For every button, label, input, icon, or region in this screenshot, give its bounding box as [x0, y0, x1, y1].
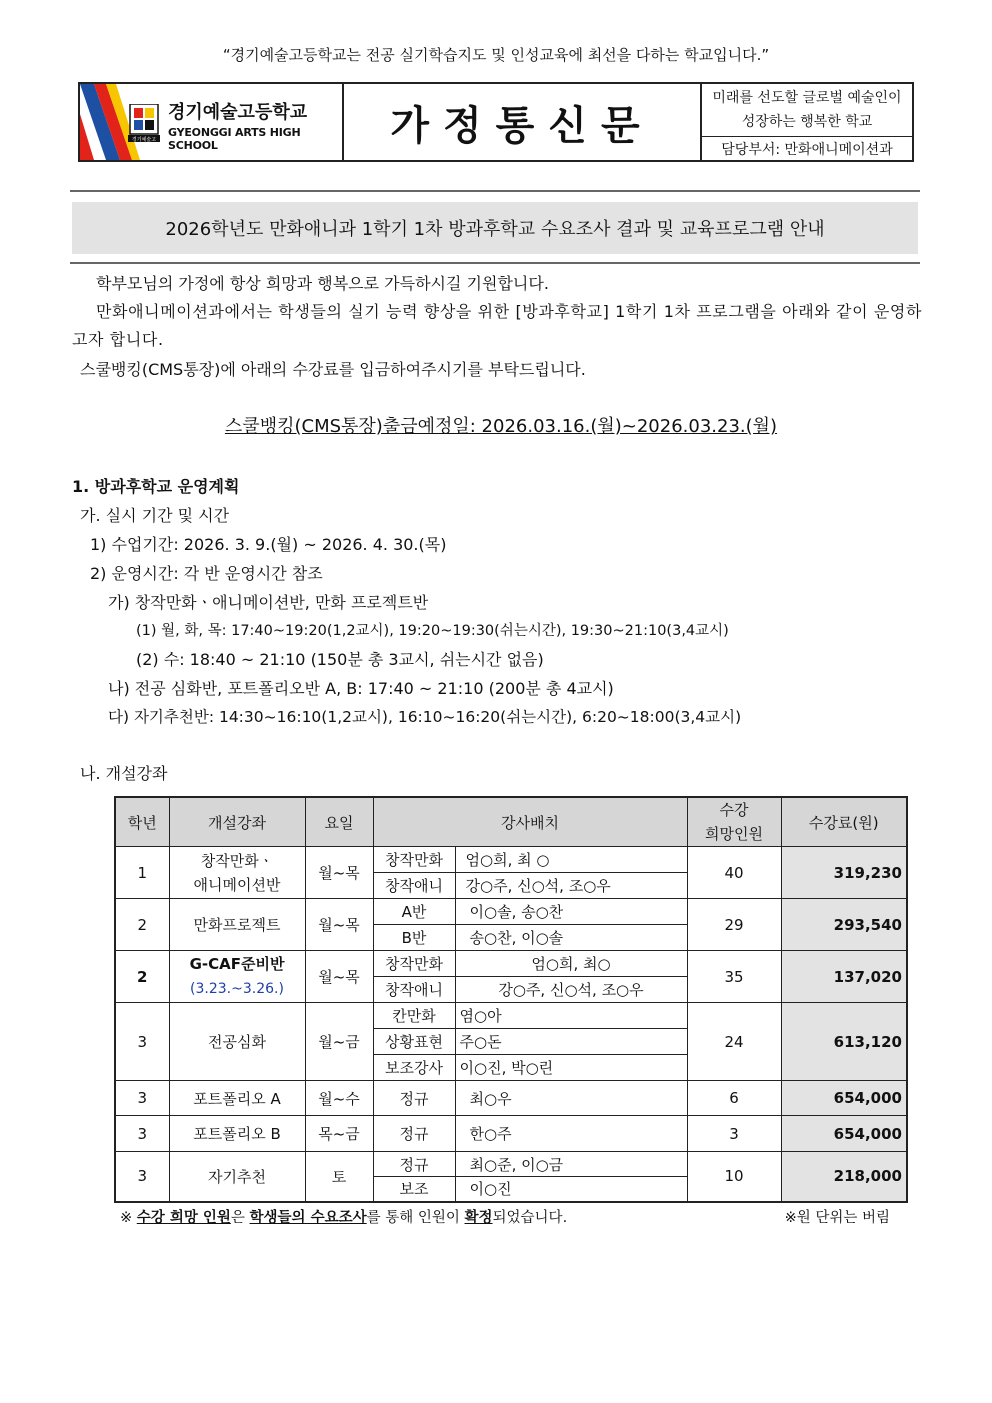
- cell-teacher: 주○돈: [455, 1029, 687, 1055]
- cell-applicants: 10: [687, 1152, 781, 1202]
- cell-grade: 3: [115, 1152, 169, 1202]
- cell-part: 창작만화: [373, 847, 455, 873]
- cell-teacher: 엄○희, 최○: [455, 951, 687, 977]
- course-line-1: G-CAF준비반: [189, 955, 285, 973]
- page-title: 가정통신문: [344, 84, 702, 160]
- cell-grade: 3: [115, 1116, 169, 1152]
- cell-teacher: 한○주: [455, 1116, 687, 1152]
- cell-part: 창작애니: [373, 977, 455, 1003]
- course-line-2: (3.23.~3.26.): [190, 981, 284, 997]
- footnote-emphasis-survey: 학생들의 수요조사: [249, 1210, 367, 1226]
- table-row: [115, 951, 907, 977]
- course-line-2: 애니메이션반: [193, 875, 281, 894]
- cell-part: A반: [373, 899, 455, 925]
- cell-applicants: 35: [687, 951, 781, 1003]
- footnote-particle: 은: [230, 1210, 245, 1226]
- cell-part: 정규: [373, 1152, 455, 1177]
- cell-teacher: 엄○희, 최 ○: [455, 847, 687, 873]
- table-footnote: [120, 1206, 890, 1227]
- school-slogan: [702, 84, 912, 137]
- cell-part: B반: [373, 925, 455, 951]
- intro-paragraph: 만화애니메이션과에서는 학생들의 실기 능력 향상을 위한 [방과후학교] 1학기 1차 프로그램을 아래와 같이 운영하고자 합니다.: [72, 302, 922, 349]
- schedule-ga-1: (1) 월, 화, 목: 17:40~19:20(1,2교시), 19:20~19:30(쉬는시간), 19:30~21:10(3,4교시): [136, 623, 729, 639]
- cell-day: 월~금: [305, 1003, 373, 1081]
- emblem-label: 경기예술고: [131, 137, 157, 142]
- subsection-courses: 나. 개설강좌: [80, 764, 168, 783]
- slogan-line-2: 성장하는 행복한 학교: [741, 114, 873, 130]
- subject-title: 2026학년도 만화애니과 1학기 1차 방과후학교 수요조사 결과 및 교육프로그램 안내: [72, 202, 918, 254]
- cell-teacher: 염○아: [455, 1003, 687, 1029]
- cell-day: 월~수: [305, 1081, 373, 1116]
- cell-course: [169, 951, 305, 1003]
- table-row: [115, 1116, 907, 1152]
- cell-teacher: 이○진: [455, 1177, 687, 1202]
- cell-fee: 319,230: [781, 847, 907, 899]
- cell-course: [169, 847, 305, 899]
- header-fee: 수강료(원): [781, 797, 907, 847]
- divider: [70, 262, 920, 264]
- header-info: [702, 84, 912, 160]
- header-day: 요일: [305, 797, 373, 847]
- cell-applicants: 3: [687, 1116, 781, 1152]
- cell-fee: 654,000: [781, 1081, 907, 1116]
- footnote-ending: 되었습니다.: [492, 1210, 568, 1226]
- footnote-text: [120, 1206, 567, 1227]
- cell-grade: 3: [115, 1003, 169, 1081]
- cell-part: 정규: [373, 1081, 455, 1116]
- cell-fee: 218,000: [781, 1152, 907, 1202]
- cell-part: 창작만화: [373, 951, 455, 977]
- table-row: [115, 899, 907, 925]
- schedule-na: 나) 전공 심화반, 포트폴리오반 A, B: 17:40 ~ 21:10 (200분 총 4교시): [108, 679, 614, 698]
- cell-applicants: 6: [687, 1081, 781, 1116]
- table-row: [115, 1152, 907, 1177]
- cell-day: 목~금: [305, 1116, 373, 1152]
- cell-part: 보조: [373, 1177, 455, 1202]
- slogan-line-1: 미래를 선도할 글로벌 예술인이: [712, 90, 902, 106]
- cell-fee: 613,120: [781, 1003, 907, 1081]
- cell-grade: 2: [115, 951, 169, 1003]
- header-applicants-line2: 희망인원: [705, 825, 763, 843]
- header-applicants: [687, 797, 781, 847]
- footnote-emphasis-confirmed: 확정: [464, 1210, 493, 1226]
- school-motto: “경기예술고등학교는 전공 실기학습지도 및 인성교육에 최선을 다하는 학교입니다.”: [222, 46, 770, 64]
- header-grade: 학년: [115, 797, 169, 847]
- cell-part: 창작애니: [373, 873, 455, 899]
- school-emblem-icon: [128, 104, 160, 142]
- table-row: [115, 1081, 907, 1116]
- table-header-row: [115, 797, 907, 847]
- schedule-group-ga: 가) 창작만화ㆍ애니메이션반, 만화 프로젝트반: [108, 593, 429, 612]
- payment-request-paragraph: 스쿨뱅킹(CMS통장)에 아래의 수강료를 입금하여주시기를 부탁드립니다.: [80, 360, 586, 379]
- cell-teacher: 최○우: [455, 1081, 687, 1116]
- letter-header: [78, 82, 914, 162]
- school-name-english: GYEONGGI ARTS HIGH SCHOOL: [168, 126, 301, 152]
- cell-teacher: 강○주, 신○석, 조○우: [455, 977, 687, 1003]
- schedule-ga-2: (2) 수: 18:40 ~ 21:10 (150분 총 3교시, 쉬는시간 없음): [136, 650, 544, 669]
- table-row: [115, 1003, 907, 1029]
- cell-part: 정규: [373, 1116, 455, 1152]
- cell-teacher: 이○솔, 송○찬: [455, 899, 687, 925]
- cell-grade: 2: [115, 899, 169, 951]
- cell-course: 포트폴리오 B: [169, 1116, 305, 1152]
- cell-fee: 293,540: [781, 899, 907, 951]
- header-applicants-line1: 수강: [719, 801, 749, 819]
- cell-teacher: 송○찬, 이○솔: [455, 925, 687, 951]
- footnote-emphasis-applicants: 수강 희망 인원: [136, 1210, 231, 1226]
- class-period: 1) 수업기간: 2026. 3. 9.(월) ~ 2026. 4. 30.(목): [90, 535, 447, 554]
- cell-teacher: 최○준, 이○금: [455, 1152, 687, 1177]
- cell-day: 월~목: [305, 847, 373, 899]
- cell-course: 포트폴리오 A: [169, 1081, 305, 1116]
- footnote-mark: ※: [120, 1210, 133, 1226]
- cell-day: 월~목: [305, 951, 373, 1003]
- cell-teacher: 강○주, 신○석, 조○우: [455, 873, 687, 899]
- greeting-paragraph: 학부모님의 가정에 항상 희망과 행복으로 가득하시길 기원합니다.: [96, 274, 549, 293]
- cell-course: 만화프로젝트: [169, 899, 305, 951]
- operating-hours: 2) 운영시간: 각 반 운영시간 참조: [90, 564, 323, 583]
- school-logo-block: [80, 84, 344, 160]
- cell-course: 자기추천: [169, 1152, 305, 1202]
- course-table: [114, 796, 908, 1203]
- cell-fee: 137,020: [781, 951, 907, 1003]
- cell-applicants: 24: [687, 1003, 781, 1081]
- header-teacher: 강사배치: [373, 797, 687, 847]
- schedule-da: 다) 자기추천반: 14:30~16:10(1,2교시), 16:10~16:20(쉬는시간), 6:20~18:00(3,4교시): [108, 708, 742, 726]
- divider: [70, 190, 920, 192]
- footnote-rounding-note: ※원 단위는 버림: [784, 1210, 890, 1226]
- subsection-period: 가. 실시 기간 및 시간: [80, 506, 230, 525]
- cell-grade: 3: [115, 1081, 169, 1116]
- withdrawal-date: 스쿨뱅킹(CMS통장)출금예정일: 2026.03.16.(월)~2026.03.23.(월): [224, 416, 778, 437]
- cell-course: 전공심화: [169, 1003, 305, 1081]
- section-heading: 1. 방과후학교 운영계획: [72, 477, 240, 496]
- cell-day: 토: [305, 1152, 373, 1202]
- footnote-connector: 를 통해 인원이: [366, 1210, 460, 1226]
- cell-part: 보조강사: [373, 1055, 455, 1081]
- cell-part: 칸만화: [373, 1003, 455, 1029]
- responsible-department: 담당부서: 만화애니메이션과: [721, 141, 893, 158]
- cell-applicants: 29: [687, 899, 781, 951]
- table-row: [115, 847, 907, 873]
- cell-applicants: 40: [687, 847, 781, 899]
- cell-day: 월~목: [305, 899, 373, 951]
- cell-fee: 654,000: [781, 1116, 907, 1152]
- cell-part: 상황표현: [373, 1029, 455, 1055]
- cell-teacher: 이○진, 박○린: [455, 1055, 687, 1081]
- course-line-1: 창작만화ㆍ: [200, 851, 274, 870]
- school-name: 경기예술고등학교: [168, 102, 308, 123]
- cell-grade: 1: [115, 847, 169, 899]
- header-course: 개설강좌: [169, 797, 305, 847]
